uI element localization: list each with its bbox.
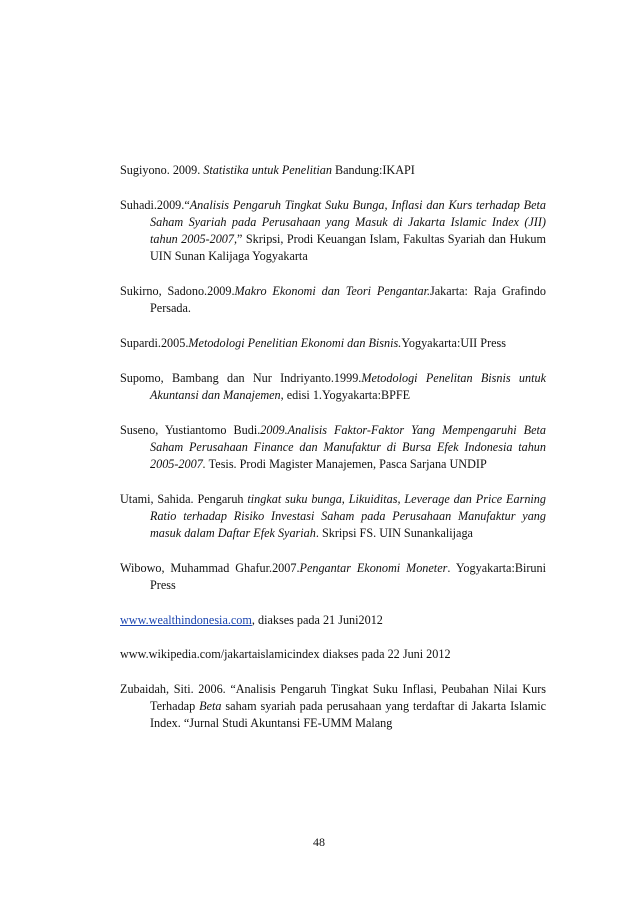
reference-list <box>120 162 546 750</box>
reference-text: Suseno, Yustiantomo Budi. <box>120 422 261 437</box>
reference-title: Makro Ekonomi dan Teori Pengantar. <box>234 284 431 299</box>
reference-title: Pengantar Ekonomi Moneter <box>299 560 448 575</box>
reference-text: Jakarta: Raja Grafindo Persada. <box>150 284 546 316</box>
reference-zubaidah <box>120 681 546 733</box>
reference-text: www.wikipedia.com/jakartaislamicindex diakses pada 22 Juni 2012 <box>120 647 451 662</box>
reference-text: Tesis. Prodi Magister Manajemen, Pasca Sarjana UNDIP <box>205 456 487 471</box>
reference-supomo <box>120 370 546 404</box>
reference-text: . Skripsi FS. UIN Sunankalijaga <box>315 526 473 541</box>
reference-text: Yogyakarta:UII Press <box>401 335 507 350</box>
wealthindonesia-link[interactable]: www.wealthindonesia.com <box>120 612 252 627</box>
reference-supardi <box>120 335 546 352</box>
reference-title: Statistika untuk Penelitian <box>203 163 332 177</box>
reference-text: Bandung:IKAPI <box>331 163 415 177</box>
reference-title: Metodologi Penelitian Ekonomi dan Bisnis. <box>188 335 402 350</box>
reference-text: edisi 1.Yogyakarta:BPFE <box>283 387 411 402</box>
reference-title: Beta <box>199 699 222 714</box>
reference-text: Supardi.2005. <box>120 335 189 350</box>
reference-text: Suhadi.2009.“ <box>120 197 190 212</box>
reference-text: Wibowo, Muhammad Ghafur.2007. <box>120 560 300 575</box>
reference-wibowo <box>120 560 546 594</box>
reference-title: 2009.Analisis Faktor-Faktor Yang Mempengaruhi Beta Saham Perusahaan Finance dan Manufaktur di Bursa Efek Indonesia tahun 2005-2007. <box>150 422 546 471</box>
reference-text: Sukirno, Sadono.2009. <box>120 284 235 299</box>
reference-utami <box>120 491 546 543</box>
reference-sukirno <box>120 283 546 317</box>
reference-wikipedia <box>120 646 546 663</box>
reference-text: Sugiyono. 2009. <box>120 163 204 177</box>
reference-sugiyono <box>120 162 546 179</box>
reference-title: tingkat suku bunga, Likuiditas, Leverage dan Price Earning Ratio terhadap Risiko Investasi Saham pada Perusahaan Manufaktur yang masuk dalam Daftar Efek Syariah <box>150 491 546 541</box>
reference-suseno <box>120 422 546 474</box>
reference-suhadi <box>120 197 546 266</box>
reference-text: , diakses pada 21 Juni2012 <box>251 612 383 627</box>
page-number: 48 <box>313 835 325 849</box>
reference-text: saham syariah pada perusahaan yang terdaftar di Jakarta Islamic Index. “Jurnal Studi Akuntansi FE-UMM Malang <box>150 699 546 731</box>
reference-text: Utami, Sahida. Pengaruh <box>120 491 248 506</box>
reference-title: Metodologi Penelitan Bisnis untuk Akuntansi dan Manajemen, <box>150 370 547 402</box>
reference-wealthindonesia <box>120 612 546 629</box>
reference-text: ” Skripsi, Prodi Keuangan Islam, Fakultas Syariah dan Hukum UIN Sunan Kalijaga Yogyakarta <box>150 232 547 264</box>
reference-text: . Yogyakarta:Biruni Press <box>150 560 546 592</box>
reference-text: Supomo, Bambang dan Nur Indriyanto.1999. <box>120 370 362 385</box>
reference-title: Analisis Pengaruh Tingkat Suku Bunga, Inflasi dan Kurs terhadap Beta Saham Syariah pada Perusahaan yang Masuk di Jakarta Islamic Index (JII) tahun 2005-2007, <box>150 197 546 247</box>
reference-text: Zubaidah, Siti. 2006. “Analisis Pengaruh Tingkat Suku Inflasi, Peubahan Nilai Kurs Terhadap <box>120 682 546 714</box>
